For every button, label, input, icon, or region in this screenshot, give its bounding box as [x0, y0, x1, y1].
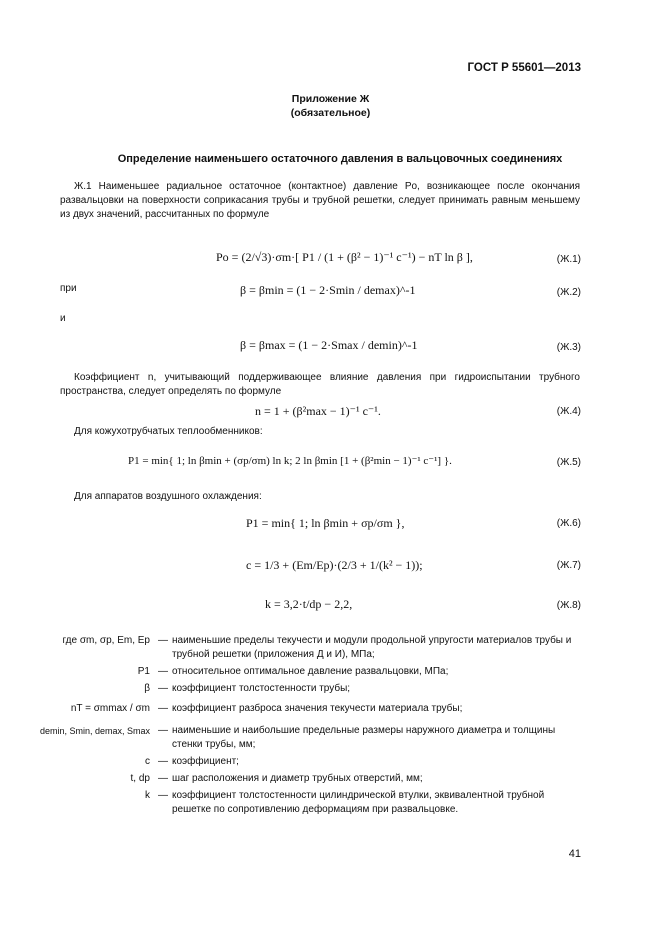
text-and: и [60, 313, 66, 324]
section-title: Определение наименьшего остаточного давления в вальцовочных соединениях [117, 153, 563, 165]
definition-text: коэффициент разброса значения текучести материала трубы; [172, 703, 463, 714]
appendix-title: Приложение Ж [291, 93, 370, 105]
definition-text: наименьшие и наибольшие предельные размеры наружного диаметра и толщины стенки трубы, мм; [172, 725, 556, 750]
text-at: при [60, 283, 77, 294]
definition-symbol: demin, Smin, demax, Smax [40, 726, 151, 736]
formula-zh7: c = 1/3 + (Em/Ep)·(2/3 + 1/(k² − 1)); [246, 558, 423, 572]
formula-zh2-label: (Ж.2) [556, 287, 581, 298]
definition-symbol: k [145, 790, 150, 801]
definition-text: коэффициент толстостенности трубы; [172, 683, 351, 694]
appendix-status: (обязательное) [290, 107, 371, 119]
definition-row [40, 665, 585, 679]
definitions-list [40, 634, 585, 820]
definition-symbol: t, dp [130, 773, 150, 784]
definition-dash: — [158, 773, 168, 784]
formula-zh5: P1 = min{ 1; ln βmin + (σp/σm) ln k; 2 ln βmin [1 + (β²min − 1)⁻¹ c⁻¹] }. [128, 455, 452, 467]
definition-text: наименьшие пределы текучести и модули продольной упругости материалов трубы и трубной решетки (приложения Д и И), МПа; [172, 635, 572, 660]
formula-zh7-label: (Ж.7) [556, 560, 581, 571]
definition-symbol: c [145, 756, 150, 767]
definition-symbol: P1 [137, 666, 150, 677]
definition-dash: — [158, 790, 168, 801]
definition-row [40, 772, 585, 786]
definition-row [40, 682, 585, 696]
paragraph-2: Коэффициент n, учитывающий поддерживающее влияние давления при гидроиспытании трубного пространства, следует определять по формуле [60, 372, 580, 397]
definition-row [40, 755, 585, 769]
definition-dash: — [158, 756, 168, 767]
definition-row [40, 702, 585, 716]
formula-zh6-label: (Ж.6) [556, 518, 581, 529]
definition-text: шаг расположения и диаметр трубных отверстий, мм; [172, 773, 423, 784]
page-number: 41 [568, 848, 581, 860]
definition-dash: — [158, 683, 168, 694]
definition-row [40, 634, 585, 662]
definition-text: относительное оптимальное давление развальцовки, МПа; [172, 666, 449, 677]
paragraph-1: Ж.1 Наименьшее радиальное остаточное (контактное) давление Pо, возникающее после окончания развальцовки на поверхности соприкасания трубы и трубной решетки, следует принимать равным меньшему из двух значений, рассчитанных по формуле [60, 181, 580, 220]
formula-zh4: n = 1 + (β²max − 1)⁻¹ c⁻¹. [255, 404, 381, 418]
formula-zh3-label: (Ж.3) [556, 342, 581, 353]
definition-text: коэффициент; [172, 756, 239, 767]
definition-symbol: β [144, 683, 150, 694]
definition-row [40, 789, 585, 817]
paragraph-4: Для аппаратов воздушного охлаждения: [74, 491, 262, 502]
definition-symbol: где σm, σp, Em, Ep [62, 635, 150, 646]
formula-zh4-label: (Ж.4) [556, 406, 581, 417]
definition-text: коэффициент толстостенности цилиндрической втулки, эквивалентной трубной решетке по сопротивлению деформациям при развальцовке. [172, 790, 545, 815]
formula-zh5-label: (Ж.5) [556, 457, 581, 468]
formula-zh6: P1 = min{ 1; ln βmin + σp/σm }, [246, 516, 405, 530]
paragraph-3: Для кожухотрубчатых теплообменников: [74, 426, 263, 437]
formula-zh1: Pо = (2/√3)·σm·[ P1 / (1 + (β² − 1)⁻¹ c⁻¹) − nT ln β ], [216, 250, 473, 264]
formula-zh3: β = βmax = (1 − 2·Smax / demin)^-1 [240, 338, 418, 352]
formula-zh1-label: (Ж.1) [556, 254, 581, 265]
formula-zh8: k = 3,2·t/dp − 2,2, [265, 597, 353, 611]
formula-zh8-label: (Ж.8) [556, 600, 581, 611]
definition-symbol: nT = σmmax / σm [70, 703, 150, 714]
definition-dash: — [158, 703, 168, 714]
definition-dash: — [158, 635, 168, 646]
definition-row [40, 724, 585, 752]
definition-dash: — [158, 666, 168, 677]
formula-zh2: β = βmin = (1 − 2·Smin / demax)^-1 [240, 283, 416, 297]
standard-number: ГОСТ Р 55601—2013 [467, 62, 581, 74]
definition-dash: — [158, 725, 168, 736]
